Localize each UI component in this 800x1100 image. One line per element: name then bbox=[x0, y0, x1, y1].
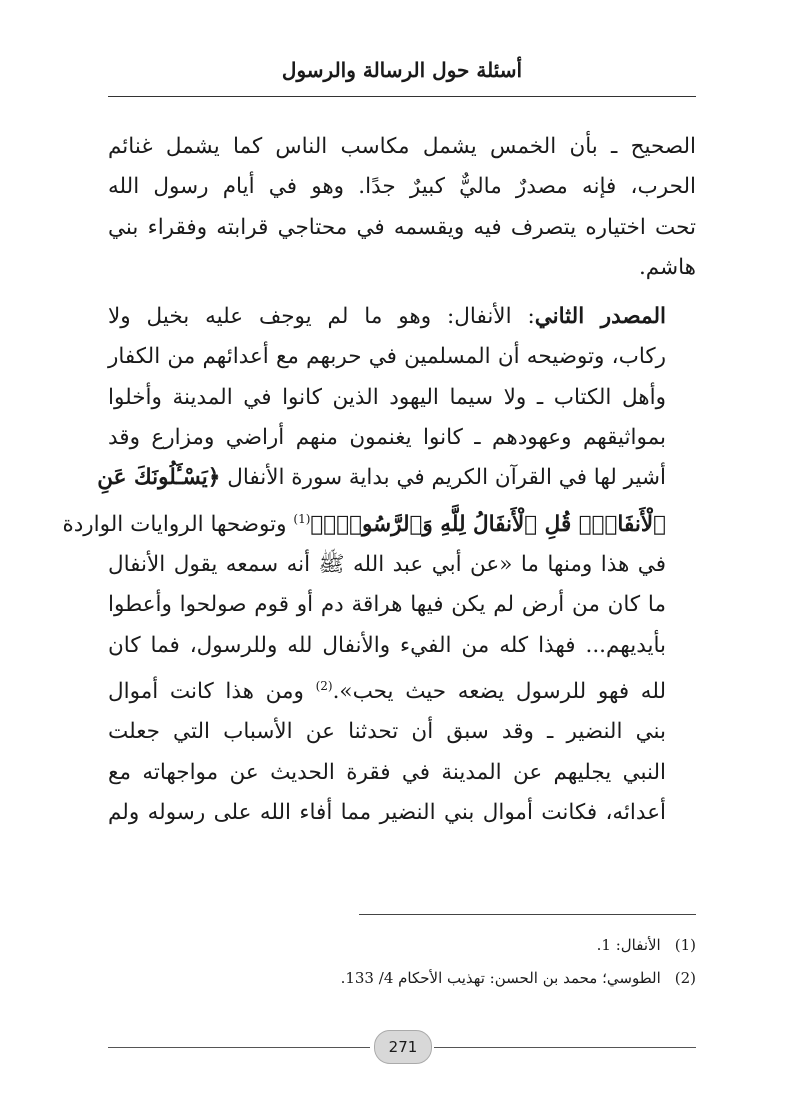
text-segment: أشير لها في القرآن الكريم في بداية سورة الأنفال bbox=[220, 465, 666, 491]
header-rule bbox=[108, 96, 696, 97]
text-line bbox=[108, 666, 696, 712]
footnote-ref: (2) bbox=[315, 679, 333, 694]
header-title: أسئلة حول الرسالة والرسول bbox=[281, 58, 523, 82]
text-line: الحرب، فإنه مصدرٌ ماليٌّ كبيرٌ جدًا. وهو في أيام رسول الله bbox=[108, 174, 696, 200]
text-line bbox=[108, 297, 696, 337]
section-heading: المصدر الثاني bbox=[534, 304, 667, 330]
paragraph-1 bbox=[108, 127, 696, 288]
text-line: النبي يجليهم عن المدينة في فقرة الحديث عن مواجهاته مع bbox=[108, 759, 666, 785]
text-line: بمواثيقهم وعهودهم ـ كانوا يغنمون منهم أراضي ومزارع وقد bbox=[108, 425, 666, 451]
footnote-item bbox=[136, 962, 696, 995]
footnote-text: الأنفال: 1. bbox=[596, 936, 661, 954]
text-line: الصحيح ـ بأن الخمس يشمل مكاسب الناس كما يشمل غنائم bbox=[108, 134, 696, 159]
footnote-number: (2) bbox=[674, 969, 696, 987]
text-line: بني النضير ـ وقد سبق أن تحدثنا عن الأسباب التي جعلت bbox=[108, 719, 666, 745]
text-segment: : الأنفال: وهو ما لم يوجف عليه بخيل ولا bbox=[108, 304, 535, 330]
text-line: ركاب، وتوضيحه أن المسلمين في حربهم مع أعدائهم من الكفار bbox=[108, 344, 666, 370]
text-segment: ومن هذا كانت أموال bbox=[108, 679, 316, 705]
paragraph-2 bbox=[62, 297, 696, 833]
footer-rule-left bbox=[108, 1047, 370, 1048]
footnote-text: الطوسي؛ محمد بن الحسن: تهذيب الأحكام 4/ 133. bbox=[340, 969, 661, 987]
text-line bbox=[97, 458, 696, 498]
quran-verse: ﴿يَسْـَٔلُونَكَ عَنِ bbox=[97, 465, 221, 491]
text-line: في هذا ومنها ما «عن أبي عبد الله ﷺ أنه سمعه يقول الأنفال bbox=[108, 552, 666, 578]
text-line: أعدائه، فكانت أموال بني النضير مما أفاء الله على رسوله ولم bbox=[108, 800, 666, 826]
footnote-separator bbox=[359, 914, 696, 915]
page-footer bbox=[108, 1030, 696, 1064]
footnote-number: (1) bbox=[674, 936, 696, 954]
text-line bbox=[62, 499, 696, 545]
text-segment: لله فهو للرسول يضعه حيث يحب». bbox=[332, 679, 666, 705]
footer-rule-right bbox=[434, 1047, 696, 1048]
page-number: 271 bbox=[374, 1030, 432, 1064]
footnote-item bbox=[136, 929, 696, 962]
text-line: تحت اختياره يتصرف فيه ويقسمه في محتاجي قرابته وفقراء بني bbox=[108, 214, 696, 240]
main-text bbox=[62, 127, 696, 833]
running-header bbox=[108, 52, 696, 102]
text-line: هاشم. bbox=[638, 254, 696, 280]
text-segment: وتوضحها الروايات الواردة bbox=[62, 511, 294, 537]
text-line: وأهل الكتاب ـ ولا سيما اليهود الذين كانوا في المدينة وأخلوا bbox=[108, 384, 666, 410]
text-line: ما كان من أرض لم يكن فيها هراقة دم أو قوم صولحوا وأعطوا bbox=[108, 592, 666, 618]
quran-verse: ٱلْأَنفَالِۖ قُلِ ٱلْأَنفَالُ لِلَّهِ وَٱلرَّسُولِۖ﴾ bbox=[310, 511, 666, 537]
footnote-ref: (1) bbox=[293, 511, 311, 526]
text-line: بأيديهم... فهذا كله من الفيء والأنفال لله وللرسول، فما كان bbox=[108, 632, 666, 658]
footnotes bbox=[136, 929, 696, 995]
